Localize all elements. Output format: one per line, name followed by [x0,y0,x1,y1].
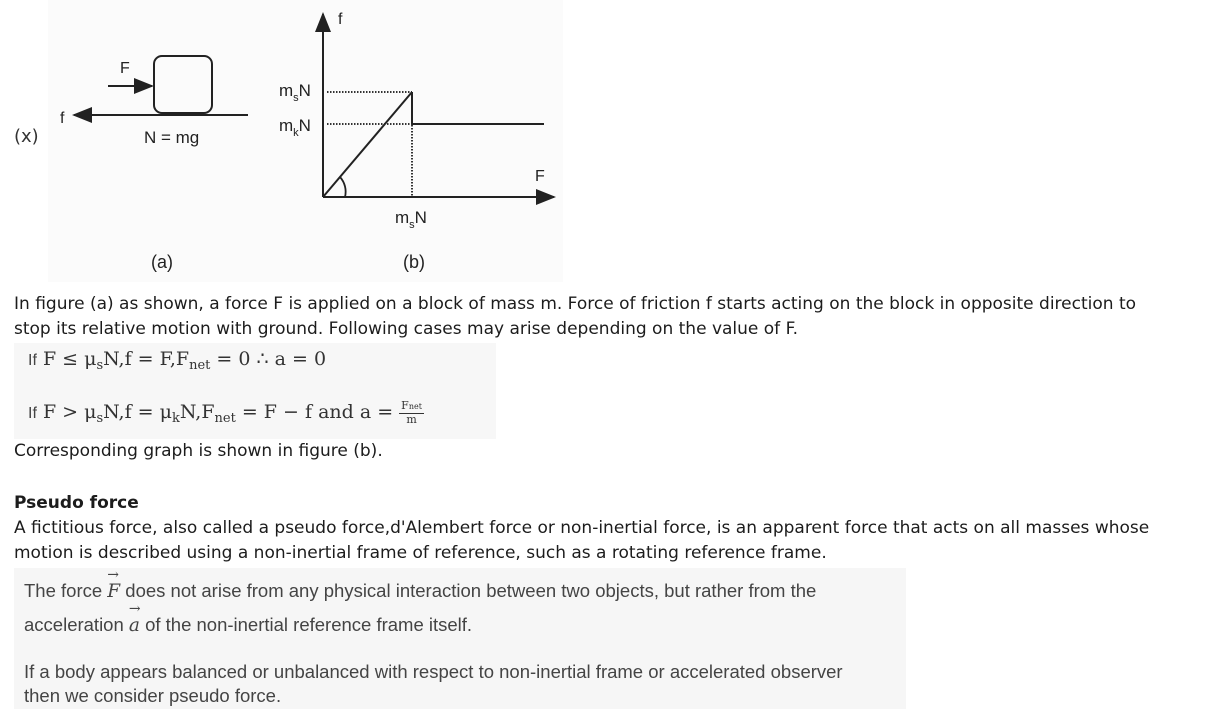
pseudo-line-2: motion is described using a non-inertial frame of reference, such as a rotating reference frame. [14,543,827,563]
cases-block [14,343,496,439]
quote-line-4: then we consider pseudo force. [24,685,282,706]
pseudo-force-quote [14,568,906,709]
case-2-equation: If $F > \mu_sN,f = \mu_kN,F_{net} = F - f$ and a = $\frac{\text{Fnet}}{m}$ [28,399,422,426]
friction-label: f [60,110,65,127]
angle-arc [340,177,346,197]
vector-a: → a [128,601,141,636]
static-limit-label: $m_sN$ [279,81,311,104]
acceleration-fraction: $\frac{\text{Fnet}}{m}$ [401,399,422,426]
intro-line-1: In figure (a) as shown, a force F is applied on a block of mass m. Force of friction f starts acting on the block in opposite direction to [14,294,1137,314]
x-axis-label: F [535,168,545,185]
vector-F: → F [107,567,121,602]
case-1-equation: If $F \le \mu_sN,f = F,F_{net} = 0$ ∴ a = 0 [28,348,327,373]
caption-b: (b) [403,252,425,272]
static-friction-line [323,92,412,197]
intro-line-2: stop its relative motion with ground. Following cases may arise depending on the value of F. [14,319,799,339]
y-axis-label: f [338,11,343,28]
pseudo-force-heading: Pseudo force [14,493,139,513]
block [154,56,212,113]
quote-line-3: If a body appears balanced or unbalanced with respect to non-inertial frame or accelerated observer [24,661,843,682]
figure-container [48,0,563,282]
pseudo-line-1: A fictitious force, also called a pseudo force,d'Alembert force or non-inertial force, is an apparent force that acts on all masses whose [14,518,1150,538]
caption-a: (a) [151,252,173,272]
quote-line-1: The force → F does not arise from any physical interaction between two objects, but rather from the [24,567,817,602]
x-tick-label: $m_sN$ [395,208,427,231]
friction-figure [48,0,563,282]
quote-line-2: acceleration → a of the non-inertial reference frame itself. [24,601,473,636]
normal-label: N = mg [144,128,200,147]
item-label: (x) [14,126,39,147]
kinetic-limit-label: $m_kN$ [279,116,311,139]
graph-note: Corresponding graph is shown in figure (b). [14,441,383,461]
force-label: F [120,60,130,77]
